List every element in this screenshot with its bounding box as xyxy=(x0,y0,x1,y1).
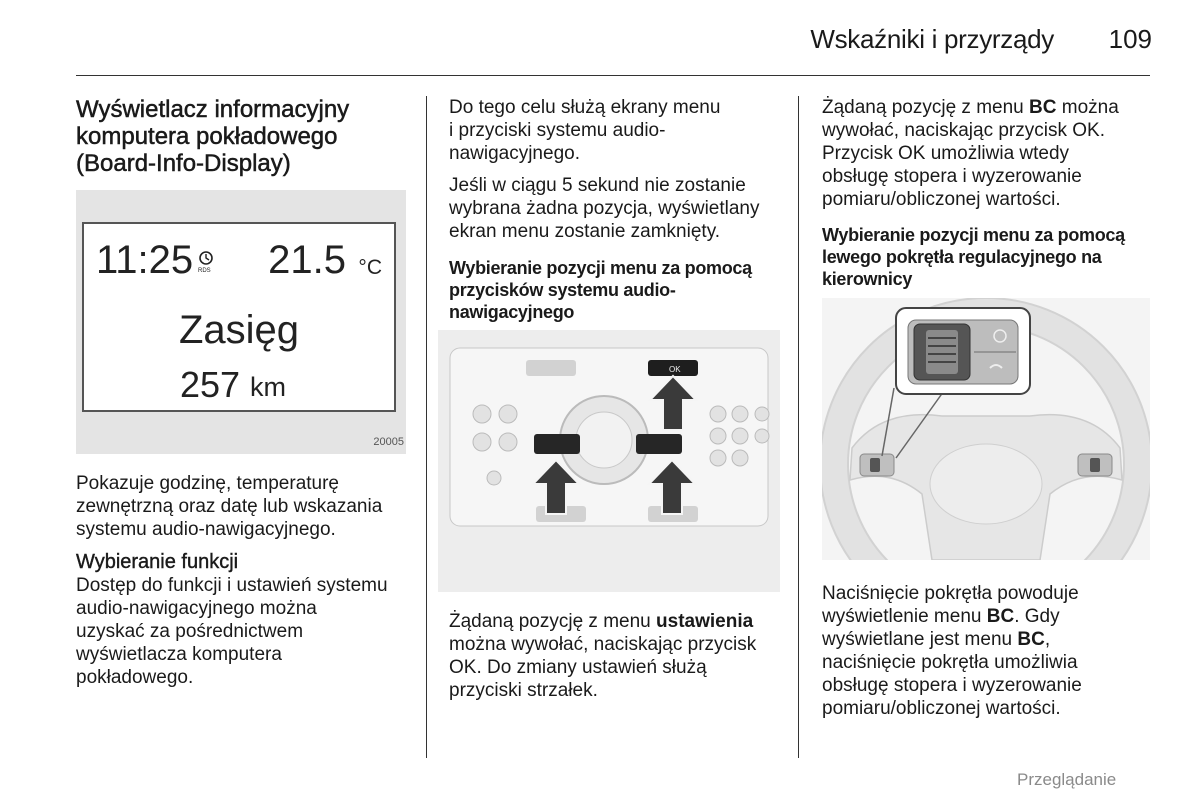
display-range-value: 257 xyxy=(180,364,241,405)
text-line: ekran menu zostanie zamknięty. xyxy=(449,221,721,242)
text-line: Dostęp do funkcji i ustawień systemu xyxy=(76,575,388,596)
text-line: systemu audio-nawigacyjnego. xyxy=(76,519,336,540)
heading-line: Wybieranie pozycji menu za pomocą xyxy=(822,225,1125,245)
heading-line: komputera pokładowego xyxy=(76,123,338,150)
heading-line: (Board-Info-Display) xyxy=(76,150,291,177)
paragraph xyxy=(449,610,789,702)
text-line: przyciski strzałek. xyxy=(449,680,598,701)
text-line: naciśnięcie pokrętła umożliwia xyxy=(822,652,1078,673)
text-line: Naciśnięcie pokrętła powoduje xyxy=(822,583,1079,604)
header-divider xyxy=(76,75,1150,76)
text-line: obsługę stopera i wyzerowanie xyxy=(822,166,1082,187)
bold-heading xyxy=(449,257,789,323)
display-temperature: 21.5 xyxy=(268,238,346,282)
text-line: wybrana żadna pozycja, wyświetlany xyxy=(449,198,760,219)
text-line: wyświetlacza komputera xyxy=(76,644,282,665)
text-line: Żądaną pozycję z menu xyxy=(449,611,657,632)
text-line: Przycisk OK umożliwia wtedy xyxy=(822,143,1070,164)
text-line: zewnętrzną oraz datę lub wskazania xyxy=(76,496,383,517)
text-line: Do tego celu służą ekrany menu xyxy=(449,97,721,118)
text-line: wywołać, naciskając przycisk OK. xyxy=(822,120,1105,141)
column-2-bottom xyxy=(449,610,789,702)
text-line: pokładowego. xyxy=(76,667,194,688)
text-line: wyświetlenie menu xyxy=(822,606,987,627)
board-info-display-figure xyxy=(76,190,406,458)
display-time: 11:25 xyxy=(96,238,194,282)
figure-code: 20005 xyxy=(373,436,404,448)
text-line: Żądaną pozycję z menu xyxy=(822,97,1030,118)
text-line: pomiaru/obliczonej wartości. xyxy=(822,189,1061,210)
rds-label: RDS xyxy=(198,268,211,274)
paragraph xyxy=(76,472,416,541)
column-divider-2 xyxy=(798,96,799,758)
column-1-body xyxy=(76,472,416,689)
ok-button-label: OK xyxy=(669,365,681,374)
heading-line: przycisków systemu audio- xyxy=(449,280,676,300)
menu-name: BC xyxy=(1017,629,1045,650)
menu-name: BC xyxy=(1029,97,1057,118)
bold-heading xyxy=(822,224,1162,290)
text-line: audio-nawigacyjnego można xyxy=(76,598,317,619)
clock-icon xyxy=(198,250,214,274)
text-line: , xyxy=(1044,629,1051,650)
display-screen xyxy=(82,222,396,412)
text-line: można wywołać, naciskając przycisk xyxy=(449,634,757,655)
radio-panel-illustration xyxy=(438,330,780,592)
display-range-unit: km xyxy=(250,372,286,402)
text-line: . Gdy xyxy=(1014,606,1060,627)
chapter-title: Wskaźniki i przyrządy xyxy=(810,24,1054,54)
text-line: obsługę stopera i wyzerowanie xyxy=(822,675,1082,696)
paragraph xyxy=(76,574,416,689)
heading-line: lewego pokrętła regulacyjnego na xyxy=(822,247,1102,267)
heading-line: kierownicy xyxy=(822,269,913,289)
text-line: nawigacyjnego. xyxy=(449,143,580,164)
paragraph xyxy=(449,96,789,165)
menu-name: BC xyxy=(986,606,1015,627)
display-range-label: Zasięg xyxy=(178,308,300,352)
text-line: uzyskać za pośrednictwem xyxy=(76,621,304,642)
column-1 xyxy=(76,96,416,177)
display-temperature-unit: °C xyxy=(358,256,382,279)
column-3 xyxy=(822,96,1162,290)
subheading: Wybieranie funkcji xyxy=(76,551,239,573)
text-line: pomiaru/obliczonej wartości. xyxy=(822,698,1061,719)
paragraph xyxy=(449,174,789,243)
footer-browse-link[interactable]: Przeglądanie xyxy=(1017,770,1117,789)
text-line: wyświetlane jest menu xyxy=(822,629,1018,650)
page-number: 109 xyxy=(1108,24,1152,54)
heading-line: nawigacyjnego xyxy=(449,302,575,322)
text-line: i przyciski systemu audio- xyxy=(449,120,666,141)
text-line: Jeśli w ciągu 5 sekund nie zostanie xyxy=(449,175,746,196)
paragraph xyxy=(822,582,1162,720)
text-line: OK. Do zmiany ustawień służą xyxy=(449,657,707,678)
steering-wheel-illustration xyxy=(822,298,1150,560)
column-2 xyxy=(449,96,789,323)
column-divider-1 xyxy=(426,96,427,758)
section-heading xyxy=(76,96,416,177)
paragraph xyxy=(822,96,1162,211)
heading-line: Wybieranie pozycji menu za pomocą xyxy=(449,258,752,278)
text-line: Pokazuje godzinę, temperaturę xyxy=(76,473,339,494)
menu-name: ustawienia xyxy=(656,611,754,632)
text-line: można xyxy=(1056,97,1119,118)
heading-line: Wyświetlacz informacyjny xyxy=(76,96,350,123)
column-3-bottom xyxy=(822,582,1162,720)
